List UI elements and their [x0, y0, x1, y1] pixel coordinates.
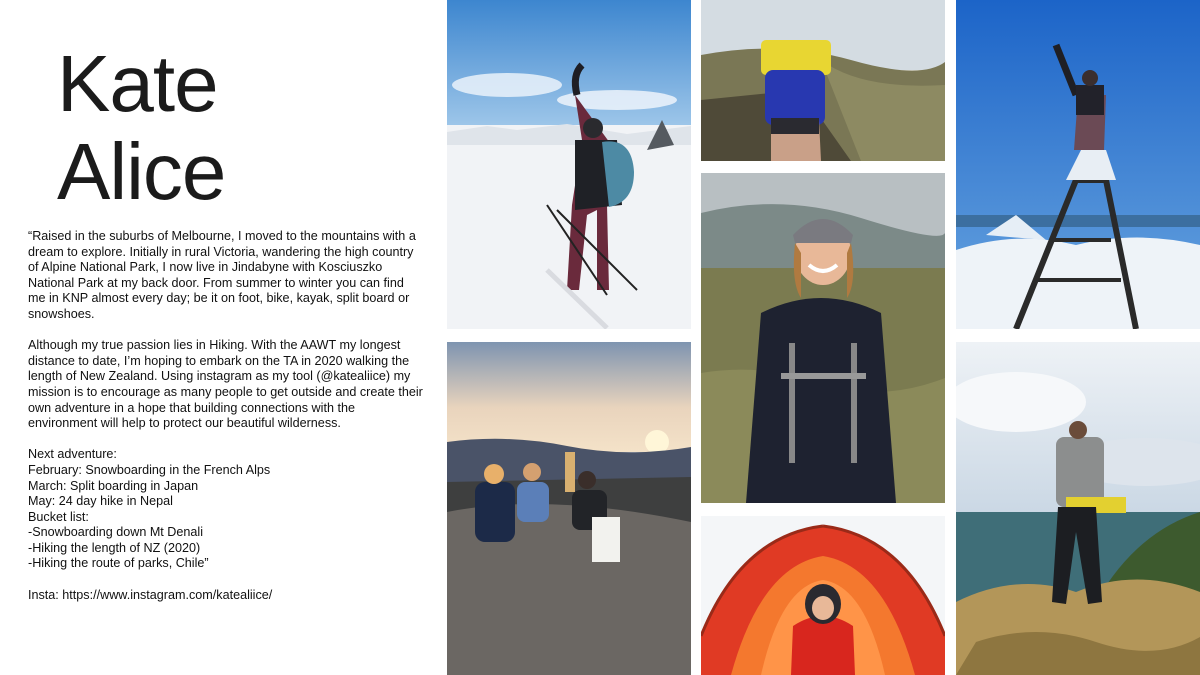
photo-orange-tent — [701, 516, 945, 675]
bio-paragraph-1: “Raised in the suburbs of Melbourne, I moved to the mountains with a dream to explore. Initially in rural Victoria, wandering the high country of Alpine National Park, I now live in Jindabyne with Kosciuszko National Park at my back door. From summer to winter you can find me in KNP almost every day; be it on foot, bike, kayak, split board or snowshoes. — [28, 229, 416, 321]
photo-smiling-hiker-portrait — [701, 173, 945, 503]
plan-line: -Hiking the length of NZ (2020) — [28, 540, 201, 555]
adventure-plans — [28, 447, 423, 572]
photo-coastal-cliff-hiker — [956, 342, 1200, 675]
plan-line: -Snowboarding down Mt Denali — [28, 525, 204, 540]
plan-line: -Hiking the route of parks, Chile” — [28, 556, 209, 571]
plan-line: Next adventure: — [28, 447, 117, 462]
plan-line: Bucket list: — [28, 509, 89, 524]
plan-line: March: Split boarding in Japan — [28, 478, 199, 493]
last-name: Alice — [57, 127, 226, 216]
photo-trig-point-summit — [956, 0, 1200, 329]
insta-link: Insta: https://www.instagram.com/katealiice/ — [28, 587, 273, 602]
plan-line: February: Snowboarding in the French Alps — [28, 462, 271, 477]
photo-backpack-trail — [701, 0, 945, 161]
plan-line: May: 24 day hike in Nepal — [28, 494, 173, 509]
photo-snow-ski-wave — [447, 0, 691, 329]
first-name: Kate — [57, 39, 218, 128]
photo-sunset-picnic — [447, 342, 691, 675]
bio-paragraph-2: Although my true passion lies in Hiking. With the AAWT my longest distance to date, I’m hoping to embark on the TA in 2020 walking the length of New Zealand. Using instagram as my tool (@katealiice) my mission is to encourage as many people to get outside and create their own adventure in a hope that building connections with the environment will help to protect our beautiful wilderness. — [28, 338, 423, 431]
page-title — [57, 40, 225, 216]
bio-text — [28, 229, 423, 619]
